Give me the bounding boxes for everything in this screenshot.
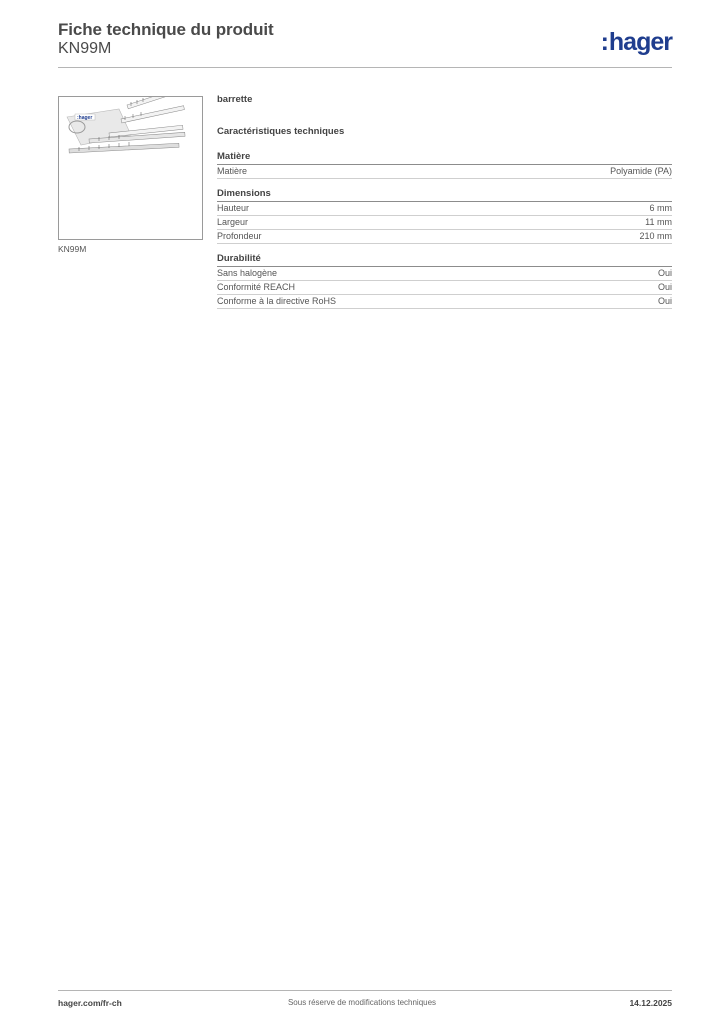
logo-text: hager xyxy=(608,28,672,56)
spec-label: Hauteur xyxy=(217,203,250,213)
footer-disclaimer: Sous réserve de modifications techniques xyxy=(287,998,437,1007)
product-details xyxy=(217,94,672,318)
spec-row xyxy=(217,202,672,216)
spec-value: Oui xyxy=(657,282,672,292)
footer-divider xyxy=(58,990,672,991)
spec-label: Sans halogène xyxy=(217,268,278,278)
spec-label: Matière xyxy=(217,166,248,176)
spec-label: Profondeur xyxy=(217,231,262,241)
spec-row xyxy=(217,216,672,230)
spec-label: Conformité REACH xyxy=(217,282,296,292)
spec-group-title: Durabilité xyxy=(217,253,672,267)
hager-logo: :hager xyxy=(600,28,672,56)
spec-group-dimensions xyxy=(217,188,672,244)
spec-value: Oui xyxy=(657,268,672,278)
image-caption: KN99M xyxy=(58,244,87,254)
spec-row xyxy=(217,281,672,295)
product-reference: KN99M xyxy=(58,40,112,57)
product-description: barrette xyxy=(217,94,253,105)
spec-value: Oui xyxy=(657,296,672,306)
marker-strips-illustration xyxy=(59,97,202,239)
specs-section-title: Caractéristiques techniques xyxy=(217,126,345,137)
spec-value: 210 mm xyxy=(639,231,672,241)
spec-row xyxy=(217,230,672,244)
footer-date: 14.12.2025 xyxy=(629,998,672,1008)
spec-row xyxy=(217,295,672,309)
spec-value: 11 mm xyxy=(645,217,672,227)
product-image xyxy=(58,96,203,240)
page-title: Fiche technique du produit xyxy=(58,20,274,39)
spec-group-title: Dimensions xyxy=(217,188,672,202)
spec-label: Conforme à la directive RoHS xyxy=(217,296,337,306)
spec-group-durability xyxy=(217,253,672,309)
spec-group-material xyxy=(217,151,672,179)
spec-row xyxy=(217,267,672,281)
spec-value: Polyamide (PA) xyxy=(610,166,672,176)
footer-website-link[interactable]: hager.com/fr-ch xyxy=(58,998,122,1008)
spec-row xyxy=(217,165,672,179)
spec-label: Largeur xyxy=(217,217,249,227)
header-divider xyxy=(58,67,672,68)
svg-text::hager: :hager xyxy=(77,115,93,121)
spec-value: 6 mm xyxy=(649,203,672,213)
spec-group-title: Matière xyxy=(217,151,672,165)
